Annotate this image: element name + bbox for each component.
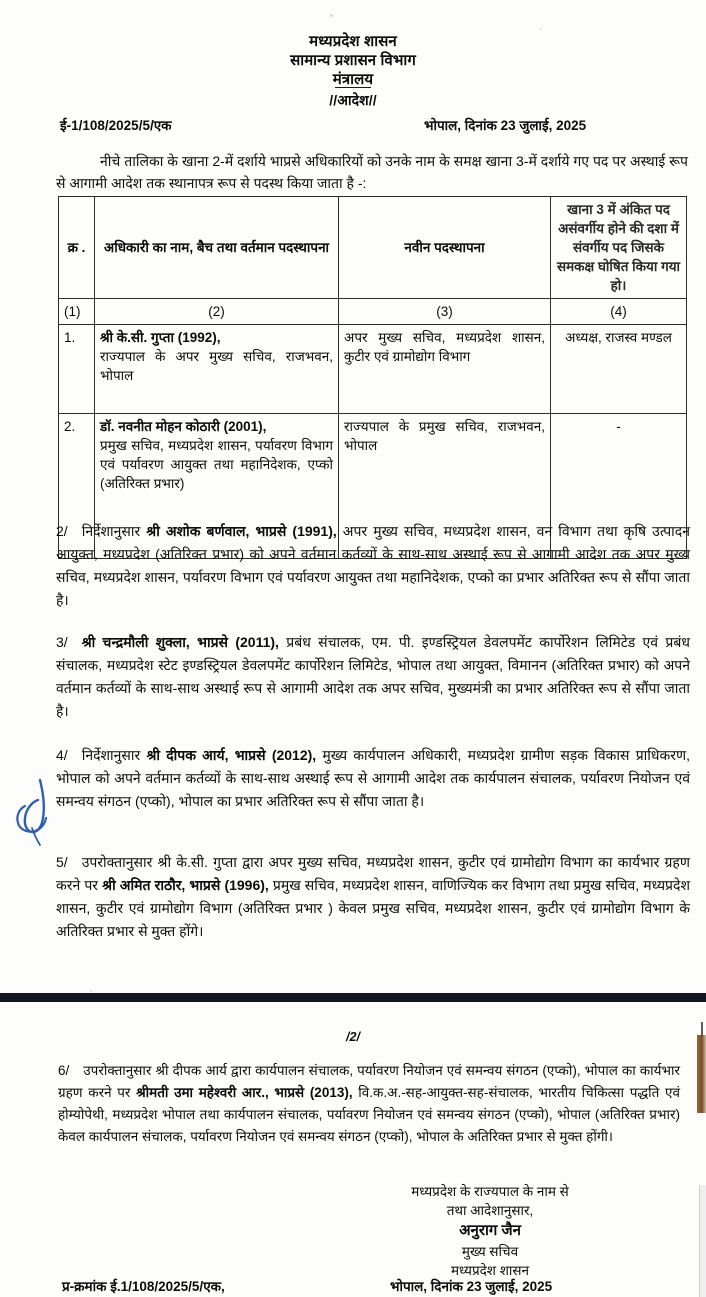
paragraph-officer-name: श्री चन्द्रमौली शुक्ला, भाप्रसे (2011), bbox=[81, 634, 279, 650]
th-serial: क्र . bbox=[59, 197, 95, 299]
paragraph-body: प्रबंध संचालक, एम. पी. इण्डस्ट्रियल डेवलपमेंट कार्पोरेशन लिमिटेड एवं प्रबंध संचालक, मध्यप्रदेश स्टेट इण्डस्ट्रियल डेवलपमेंट कार्पोरेशन लिमिटेड, भोपाल तथा आयुक्त, विमानन (अतिरिक्त प्रभार) को अपने वर्तमान कर्तव्यों के साथ-साथ अस्थाई रूप से आगामी आदेश तक अपर सचिव, मुख्यमंत्री का प्रभार अतिरिक्त रूप से सौंपा जाता है। bbox=[56, 634, 690, 719]
row-current-posting: राज्यपाल के अपर मुख्य सचिव, राजभवन, भोपाल bbox=[100, 349, 333, 383]
row-officer-name: डॉ. नवनीत मोहन कोठारी (2001), bbox=[100, 419, 267, 434]
row-officer-details bbox=[95, 325, 339, 414]
closing-signature-block bbox=[300, 1182, 680, 1280]
row-cadre-equivalent: अध्यक्ष, राजस्व मण्डल bbox=[551, 325, 687, 414]
paragraph-number: 5/ bbox=[56, 854, 68, 870]
row-current-posting: प्रमुख सचिव, मध्यप्रदेश शासन, पर्यावरण विभाग एवं पर्यावरण आयुक्त तथा महानिदेशक, एप्को (अतिरिक्त प्रभार) bbox=[100, 438, 333, 491]
scan-speck bbox=[330, 14, 333, 17]
reference-number: ई-1/108/2025/5/एक bbox=[60, 118, 172, 133]
paragraph-4 bbox=[56, 744, 690, 813]
page-number-marker: /2/ bbox=[346, 1030, 360, 1044]
row-serial: 2. bbox=[59, 414, 95, 559]
paragraph-3 bbox=[56, 631, 690, 723]
footer-reference-number: प्र-क्रमांक ई.1/108/2025/5/एक, bbox=[62, 1279, 225, 1294]
paragraph-5 bbox=[56, 851, 690, 943]
paragraph-6 bbox=[58, 1060, 680, 1148]
paragraph-number: 3/ bbox=[56, 634, 68, 650]
scan-speck bbox=[540, 28, 542, 30]
paragraph-officer-name: श्री दीपक आर्य, भाप्रसे (2012), bbox=[146, 747, 317, 763]
paragraph-officer-name: श्री अमित राठौर, भाप्रसे (1996), bbox=[102, 877, 269, 893]
table-row bbox=[59, 325, 687, 414]
handwritten-initial-mark bbox=[12, 776, 60, 846]
colnum-3: (3) bbox=[339, 299, 551, 325]
paragraph-2 bbox=[56, 520, 690, 612]
table-header-row bbox=[59, 197, 687, 299]
paragraph-body: प्रमुख सचिव, मध्यप्रदेश शासन, वाणिज्यिक कर विभाग तथा प्रमुख सचिव, मध्यप्रदेश शासन, कुटीर एवं ग्रामोद्योग विभाग (अतिरिक्त प्रभार ) केवल प्रमुख सचिव, मध्यप्रदेश शासन, कुटीर एवं ग्रामोद्योग विभाग के अतिरिक्त प्रभार से मुक्त होंगे। bbox=[56, 877, 690, 939]
th-officer-name: अधिकारी का नाम, बैच तथा वर्तमान पदस्थापना bbox=[95, 197, 339, 299]
footer-place-date: भोपाल, दिनांक 23 जुलाई, 2025 bbox=[390, 1279, 553, 1294]
row-new-posting: अपर मुख्य सचिव, मध्यप्रदेश शासन, कुटीर एवं ग्रामोद्योग विभाग bbox=[339, 325, 551, 414]
closing-line-1: मध्यप्रदेश के राज्यपाल के नाम से bbox=[411, 1184, 569, 1199]
paragraph-body: मुख्य कार्यपालन अधिकारी, मध्यप्रदेश ग्रामीण सड़क विकास प्राधिकरण, भोपाल को अपने वर्तमान कर्तव्यों के साथ-साथ अस्थाई रूप से आगामी आदेश तक कार्यपालन संचालक, पर्यावरण नियोजन एवं समन्वय संगठन (एप्को), भोपाल का प्रभार अतिरिक्त रूप से सौंपा जाता है। bbox=[56, 747, 691, 809]
header-order-marker: //आदेश// bbox=[329, 92, 377, 108]
table-column-number-row bbox=[59, 299, 687, 325]
row-serial: 1. bbox=[59, 325, 95, 414]
place-and-date: भोपाल, दिनांक 23 जुलाई, 2025 bbox=[424, 118, 587, 133]
scan-right-edge-strip bbox=[699, 1185, 706, 1297]
row-new-posting: राज्यपाल के प्रमुख सचिव, राजभवन, भोपाल bbox=[339, 414, 551, 559]
paragraph-officer-name: श्रीमती उमा महेश्वरी आर., भाप्रसे (2013), bbox=[136, 1085, 353, 1100]
paragraph-lead: निर्देशानुसार bbox=[81, 747, 147, 763]
th-cadre-equivalent: खाना 3 में अंकित पद असंवर्गीय होने की दशा में संवर्गीय पद जिसके समकक्ष घोषित किया गया हो। bbox=[551, 197, 687, 299]
paragraph-body: अपर मुख्य सचिव, मध्यप्रदेश शासन, वन विभाग तथा कृषि उत्पादन आयुक्त, मध्यप्रदेश (अतिरिक्त प्रभार) को अपने वर्तमान कर्तव्यों के साथ-साथ अस्थाई रूप से आगामी आदेश तक अपर मुख्य सचिव, मध्यप्रदेश शासन, पर्यावरण विभाग एवं पर्यावरण आयुक्त तथा महानिदेशक, एप्को का प्रभार अतिरिक्त रूप से सौंपा जाता है। bbox=[56, 523, 690, 608]
signatory-government: मध्यप्रदेश शासन bbox=[450, 1263, 530, 1278]
colnum-2: (2) bbox=[95, 299, 339, 325]
paragraph-number: 4/ bbox=[56, 747, 68, 763]
paragraph-lead: उपरोक्तानुसार श्री के.सी. गुप्ता द्वारा अपर मुख्य सचिव, मध्यप्रदेश शासन, कुटीर एवं ग्रामोद्योग विभाग का कार्यभार ग्रहण करने पर bbox=[56, 854, 690, 893]
scan-speck bbox=[90, 990, 92, 992]
colnum-1: (1) bbox=[59, 299, 95, 325]
paragraph-lead: उपरोक्तानुसार श्री दीपक आर्य द्वारा कार्यपालन संचालक, पर्यावरण नियोजन एवं समन्वय संगठन (एप्को), भोपाल का कार्यभार ग्रहण करने पर bbox=[58, 1063, 680, 1100]
scan-desk-edge-artifact bbox=[697, 1035, 706, 1113]
closing-line-2: तथा आदेशानुसार, bbox=[446, 1203, 534, 1218]
signatory-name: अनुराग जैन bbox=[459, 1222, 521, 1239]
paragraph-number: 2/ bbox=[56, 523, 68, 539]
header-ministry: मंत्रालय bbox=[332, 71, 374, 88]
paragraph-lead: निर्देशानुसार bbox=[81, 523, 147, 539]
intro-paragraph: नीचे तालिका के खाना 2-में दर्शाये भाप्रसे अधिकारियों को उनके नाम के समक्ष खाना 3-में दर्शाये गए पद पर अस्थाई रूप से आगामी आदेश तक स्थानापत्र रूप से पदस्थ किया जाता है -: bbox=[56, 153, 688, 191]
row-officer-name: श्री के.सी. गुप्ता (1992), bbox=[100, 330, 221, 345]
paragraph-officer-name: श्री अशोक बर्णवाल, भाप्रसे (1991), bbox=[146, 523, 337, 539]
signatory-designation: मुख्य सचिव bbox=[461, 1244, 519, 1259]
th-new-posting: नवीन पदस्थापना bbox=[339, 197, 551, 299]
row-cadre-equivalent: - bbox=[551, 414, 687, 559]
paragraph-body: वि.क.अ.-सह-आयुक्त-सह-संचालक, भारतीय चिकित्सा पद्धति एवं होम्योपेथी, मध्यप्रदेश भोपाल तथा कार्यपालन संचालक, पर्यावरण नियोजन एवं समन्वय संगठन (एप्को), भोपाल (अतिरिक्त प्रभार) केवल कार्यपालन संचालक, पर्यावरण नियोजन एवं समन्वय संगठन (एप्को), भोपाल के अतिरिक्त प्रभार से मुक्त होंगी। bbox=[58, 1085, 680, 1144]
document-header bbox=[0, 32, 706, 110]
paragraph-number: 6/ bbox=[58, 1063, 70, 1078]
header-state-name: मध्यप्रदेश शासन bbox=[309, 33, 397, 50]
colnum-4: (4) bbox=[551, 299, 687, 325]
transfer-postings-table bbox=[58, 196, 687, 559]
reference-line bbox=[0, 116, 706, 138]
header-department: सामान्य प्रशासन विभाग bbox=[290, 52, 416, 69]
